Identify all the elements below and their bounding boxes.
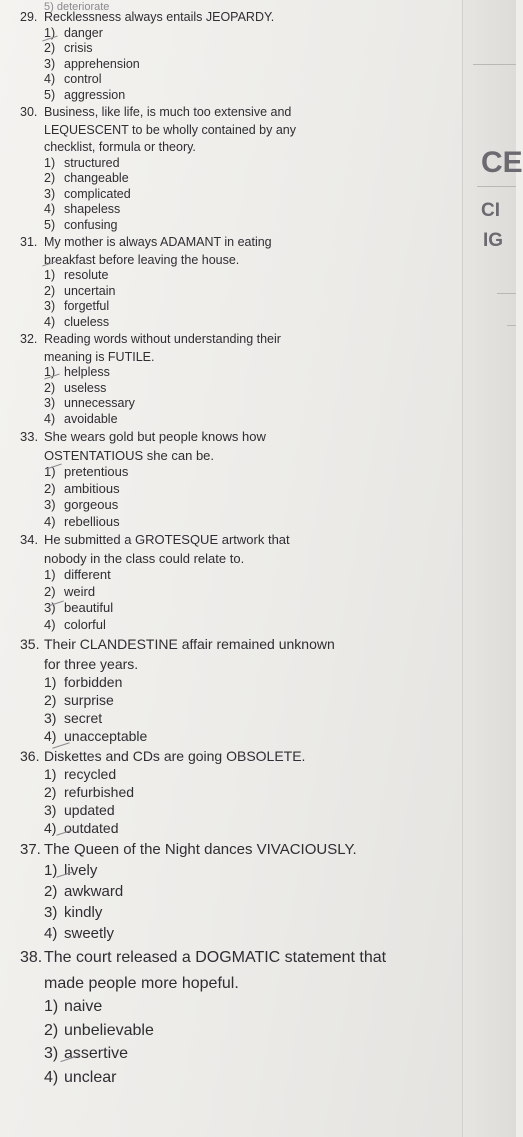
question-stem-line: The Queen of the Night dances VIVACIOUSLY. (44, 841, 357, 858)
option-text: forgetful (64, 299, 110, 313)
question-stem (20, 551, 450, 568)
question-stem-line: The court released a DOGMATIC statement that (44, 949, 387, 966)
adjacent-page-edge (462, 0, 523, 1137)
option-number: 1) (44, 766, 57, 782)
option-text: unnecessary (64, 396, 135, 410)
answer-option[interactable] (20, 902, 450, 923)
question-number: 37. (20, 841, 41, 858)
question-number: 36. (20, 748, 40, 764)
answer-option[interactable] (20, 284, 450, 300)
option-text: assertive (64, 1045, 129, 1062)
option-text: updated (64, 802, 115, 818)
option-text: beautiful (64, 600, 114, 615)
question-34 (20, 532, 450, 633)
answer-option[interactable] (20, 365, 450, 381)
question-stem (20, 635, 450, 653)
option-number: 3) (44, 904, 58, 921)
option-text: weird (64, 583, 96, 599)
question-31 (20, 235, 450, 330)
question-stem-line: Recklessness always entails JEOPARDY. (44, 10, 275, 24)
answer-option[interactable] (20, 995, 450, 1019)
option-number: 5) (44, 217, 56, 232)
answer-option[interactable] (20, 1066, 450, 1090)
answer-option[interactable] (20, 860, 450, 881)
option-text: colorful (64, 616, 106, 632)
option-number: 1) (44, 365, 56, 379)
answer-option[interactable] (20, 72, 450, 88)
answer-option[interactable] (20, 673, 450, 691)
answer-option[interactable] (20, 1042, 450, 1066)
option-text: danger (64, 25, 103, 40)
option-text: crisis (64, 41, 93, 55)
option-number: 5) (44, 87, 56, 102)
question-stem (20, 123, 450, 139)
option-number: 4) (44, 202, 56, 216)
option-text: confusing (64, 217, 118, 232)
option-number: 4) (44, 314, 56, 329)
question-36 (20, 747, 450, 837)
question-stem (20, 235, 450, 251)
answer-option[interactable] (20, 88, 450, 104)
question-30 (20, 105, 450, 233)
previous-option-fragment: 5) deteriorate (44, 1, 110, 13)
option-number: 1) (44, 464, 56, 479)
question-stem-line: He submitted a GROTESQUE artwork that (44, 532, 290, 547)
question-number: 35. (20, 636, 40, 652)
option-number: 4) (44, 820, 57, 836)
option-text: uncertain (64, 283, 116, 298)
answer-option[interactable] (20, 881, 450, 902)
option-text: helpless (64, 365, 110, 379)
question-38 (20, 946, 450, 1089)
option-text: refurbished (64, 784, 135, 800)
question-stem-line: nobody in the class could relate to. (44, 550, 245, 566)
option-number: 4) (44, 411, 56, 426)
option-number: 2) (44, 171, 56, 185)
answer-option[interactable] (20, 727, 450, 745)
option-text: unacceptable (64, 728, 148, 744)
option-number: 1) (44, 567, 56, 582)
option-number: 4) (44, 513, 56, 529)
option-text: shapeless (64, 202, 121, 216)
question-stem (20, 140, 450, 156)
answer-option[interactable] (20, 567, 450, 584)
margin-rule (473, 64, 516, 65)
answer-option[interactable] (20, 315, 450, 331)
option-text: useless (64, 380, 107, 395)
option-text: ambitious (64, 480, 120, 496)
question-number: 29. (20, 10, 38, 24)
option-text: rebellious (64, 513, 120, 529)
question-stem (20, 105, 450, 121)
question-stem-line: meaning is FUTILE. (44, 349, 155, 364)
option-text: surprise (64, 692, 114, 708)
question-stem-line: Diskettes and CDs are going OBSOLETE. (44, 748, 306, 764)
answer-option[interactable] (20, 57, 450, 73)
option-text: avoidable (64, 411, 118, 426)
question-stem-line: LEQUESCENT to be wholly contained by any (44, 122, 296, 137)
option-number: 3) (44, 600, 56, 615)
option-number: 3) (44, 396, 56, 410)
question-stem-line: breakfast before leaving the house. (44, 252, 240, 267)
question-stem-line: Reading words without understanding their (44, 332, 281, 346)
option-number: 4) (44, 616, 56, 632)
answer-option[interactable] (20, 481, 450, 498)
question-stem (20, 448, 450, 465)
question-list (20, 2, 450, 1089)
question-number: 32. (20, 332, 38, 346)
answer-option[interactable] (20, 600, 450, 617)
option-number: 2) (44, 1021, 59, 1039)
question-stem-line: for three years. (44, 656, 139, 672)
option-number: 4) (44, 728, 57, 744)
option-number: 4) (44, 1068, 59, 1086)
question-stem-line: She wears gold but people knows how (44, 429, 266, 444)
option-text: apprehension (64, 56, 140, 71)
option-number: 2) (44, 380, 56, 395)
answer-option[interactable] (20, 299, 450, 315)
answer-option[interactable] (20, 765, 450, 783)
question-stem-line: checklist, formula or theory. (44, 140, 196, 154)
answer-option[interactable] (20, 691, 450, 709)
option-number: 2) (44, 583, 56, 599)
question-29 (20, 10, 450, 103)
question-stem-line: Business, like life, is much too extensive and (44, 105, 292, 119)
margin-fragment: CE (481, 146, 523, 179)
option-number: 2) (44, 692, 57, 708)
option-number: 1) (44, 998, 59, 1015)
option-text: different (64, 567, 111, 582)
option-number: 2) (44, 883, 58, 900)
answer-option[interactable] (20, 171, 450, 187)
answer-option[interactable] (20, 514, 450, 531)
answer-option[interactable] (20, 381, 450, 397)
option-text: control (64, 72, 102, 86)
option-text: pretentious (64, 464, 129, 479)
answer-option[interactable] (20, 26, 450, 42)
answer-option[interactable] (20, 497, 450, 514)
margin-fragment: IG (483, 230, 504, 251)
option-number: 2) (44, 784, 57, 800)
option-text: unbelievable (64, 1021, 154, 1039)
option-text: gorgeous (64, 497, 119, 512)
question-stem-line: made people more hopeful. (44, 974, 239, 992)
option-text: clueless (64, 314, 110, 329)
question-number: 30. (20, 105, 38, 119)
question-37 (20, 839, 450, 944)
margin-fragment: CI (481, 200, 500, 221)
answer-option[interactable] (20, 202, 450, 218)
option-number: 4) (44, 925, 58, 942)
answer-option[interactable] (20, 464, 450, 481)
option-number: 3) (44, 710, 57, 726)
option-number: 1) (44, 25, 56, 40)
question-stem-line: Their CLANDESTINE affair remained unknown (44, 636, 335, 652)
question-35 (20, 635, 450, 745)
option-number: 1) (44, 268, 56, 282)
question-stem-line: My mother is always ADAMANT in eating (44, 235, 272, 249)
question-number: 33. (20, 429, 39, 444)
answer-option[interactable] (20, 923, 450, 944)
question-stem (20, 10, 450, 26)
option-text: sweetly (64, 925, 115, 942)
answer-option[interactable] (20, 709, 450, 727)
answer-option[interactable] (20, 41, 450, 57)
question-stem (20, 946, 450, 970)
margin-rule (497, 293, 516, 294)
option-text: recycled (64, 766, 117, 782)
option-text: changeable (64, 171, 129, 185)
option-text: resolute (64, 268, 109, 282)
answer-option[interactable] (20, 819, 450, 837)
option-number: 4) (44, 72, 56, 86)
answer-option[interactable] (20, 801, 450, 819)
answer-option[interactable] (20, 617, 450, 634)
option-text: kindly (64, 904, 103, 921)
question-stem (20, 839, 450, 860)
answer-option[interactable] (20, 1019, 450, 1043)
option-text: structured (64, 155, 120, 170)
option-text: naive (64, 998, 103, 1015)
option-text: complicated (64, 186, 131, 201)
option-number: 3) (44, 299, 56, 313)
option-number: 1) (44, 674, 57, 690)
option-number: 2) (44, 283, 56, 298)
option-number: 3) (44, 802, 57, 818)
question-32 (20, 332, 450, 427)
option-text: outdated (64, 820, 119, 836)
question-stem (20, 350, 450, 366)
option-text: secret (64, 710, 103, 726)
answer-option[interactable] (20, 412, 450, 428)
option-text: lively (64, 862, 98, 879)
question-stem (20, 655, 450, 673)
option-text: unclear (64, 1068, 117, 1086)
option-number: 2) (44, 41, 56, 55)
option-number: 3) (44, 56, 56, 71)
question-stem (20, 747, 450, 765)
margin-rule (507, 325, 516, 326)
margin-rule (477, 186, 516, 187)
answer-option[interactable] (20, 783, 450, 801)
question-number: 38. (20, 949, 43, 966)
question-stem-line: OSTENTATIOUS she can be. (44, 447, 215, 463)
answer-option[interactable] (20, 218, 450, 234)
answer-option[interactable] (20, 584, 450, 601)
option-number: 1) (44, 862, 58, 879)
option-number: 3) (44, 1045, 59, 1062)
question-33 (20, 429, 450, 530)
answer-option[interactable] (20, 187, 450, 203)
question-stem (20, 332, 450, 348)
question-stem (20, 532, 450, 549)
option-number: 3) (44, 186, 56, 201)
question-stem (20, 253, 450, 269)
option-text: forbidden (64, 674, 123, 690)
option-text: awkward (64, 883, 124, 900)
option-number: 2) (44, 480, 56, 496)
answer-option[interactable] (20, 396, 450, 412)
option-number: 3) (44, 497, 56, 512)
question-number: 31. (20, 235, 38, 249)
option-number: 1) (44, 155, 56, 170)
option-text: aggression (64, 87, 126, 102)
question-number: 34. (20, 532, 39, 547)
answer-option[interactable] (20, 156, 450, 172)
question-stem (20, 972, 450, 996)
question-stem (20, 429, 450, 446)
answer-option[interactable] (20, 268, 450, 284)
